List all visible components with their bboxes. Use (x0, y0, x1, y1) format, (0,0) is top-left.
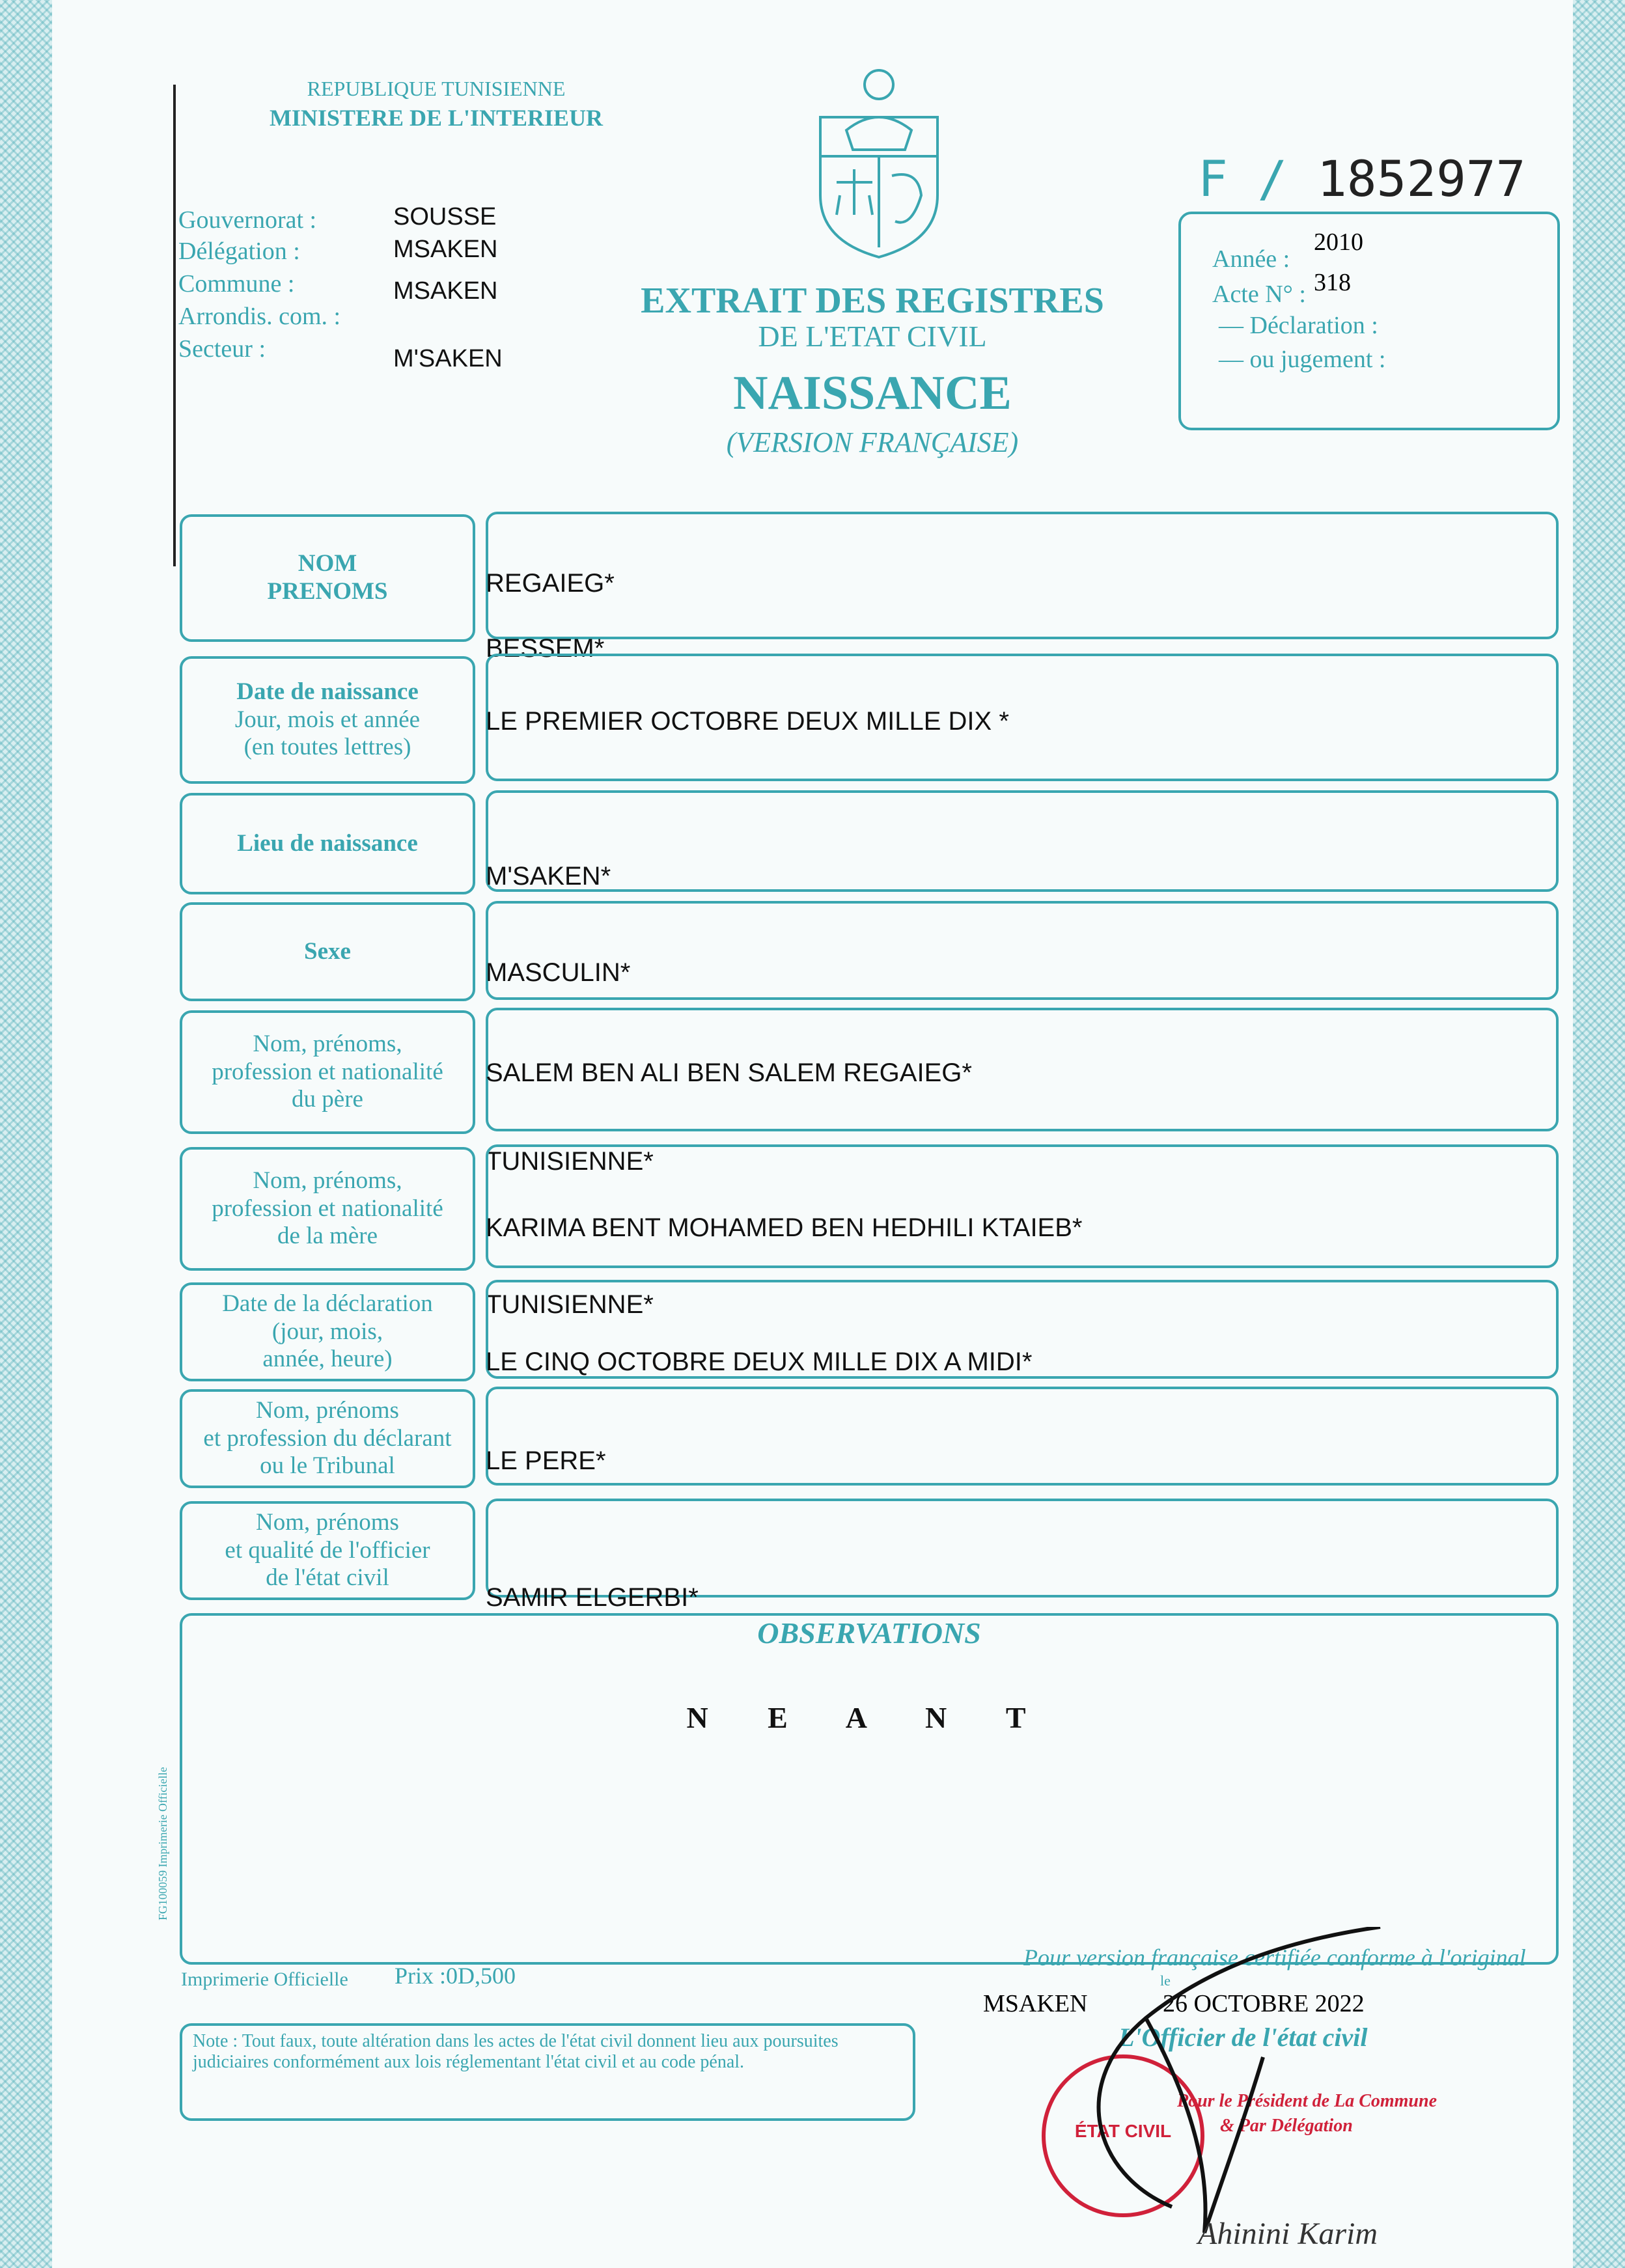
le-label: le (1160, 1972, 1171, 1989)
delegation-value: MSAKEN (393, 236, 498, 263)
declaration-date-label-2: (jour, mois, (271, 1318, 383, 1345)
handwritten-signature (1016, 1927, 1419, 2252)
annee-label: Année : (1212, 245, 1290, 273)
declarant-value: LE PERE* (486, 1446, 606, 1475)
document-title: EXTRAIT DES REGISTRES (641, 281, 1104, 321)
certification-text: Pour version française certifiée conforme à l'original (1023, 1944, 1526, 1971)
declarant-label-1: Nom, prénoms (256, 1397, 399, 1424)
observations-value: N E A N T (686, 1701, 1052, 1734)
arrondissement-label: Arrondis. com. : (178, 303, 341, 330)
gouvernorat-label: Gouvernorat : (178, 206, 317, 234)
secteur-value: M'SAKEN (393, 345, 503, 372)
pere-value: SALEM BEN ALI BEN SALEM REGAIEG* (486, 1058, 972, 1087)
declarant-label-3: ou le Tribunal (260, 1452, 395, 1480)
officier-label-1: Nom, prénoms (256, 1509, 399, 1536)
stamp-text: ÉTAT CIVIL (1074, 2121, 1172, 2141)
signature-date: 26 OCTOBRE 2022 (1163, 1990, 1365, 2017)
document-type: NAISSANCE (733, 366, 1012, 420)
officier-label-cell (180, 1501, 475, 1600)
dob-label-sub: Jour, mois et année (234, 706, 421, 733)
pere-label-cell (180, 1010, 475, 1134)
sexe-value: MASCULIN* (486, 958, 631, 987)
serial-value: 1852977 (1317, 150, 1526, 208)
commune-label: Commune : (178, 270, 295, 297)
header-divider (173, 85, 176, 566)
prix-label: Prix :0D,500 (395, 1963, 516, 1989)
coat-of-arms-icon (807, 65, 951, 260)
delegation-line-2: & Par Délégation (1220, 2116, 1353, 2136)
guilloche-border-right (1573, 0, 1625, 2268)
sexe-value-cell (486, 901, 1559, 1000)
dob-label-sub2: (en toutes lettres) (243, 734, 411, 761)
mere-label-3: de la mère (277, 1223, 378, 1250)
pere-nationality: TUNISIENNE* (486, 1147, 654, 1176)
mere-label-2: profession et nationalité (212, 1195, 443, 1222)
gouvernorat-value: SOUSSE (393, 203, 497, 230)
declaration-label: — Déclaration : (1219, 312, 1378, 339)
dob-label-cell (180, 656, 475, 784)
sexe-label: Sexe (304, 937, 351, 965)
serial-number (1198, 150, 1525, 208)
prenom-value: BESSEM* (486, 634, 605, 663)
sexe-label-cell (180, 902, 475, 1001)
declaration-date-label-3: année, heure) (262, 1346, 393, 1373)
officier-title: L'Officier de l'état civil (1118, 2023, 1368, 2052)
nom-value: REGAIEG* (486, 569, 615, 598)
delegation-label: Délégation : (178, 238, 300, 265)
commune-value: MSAKEN (393, 277, 498, 305)
mere-label-1: Nom, prénoms, (253, 1167, 402, 1195)
lieu-value: M'SAKEN* (486, 862, 611, 891)
place: MSAKEN (983, 1990, 1088, 2017)
declarant-label-cell (180, 1389, 475, 1488)
nom-label: NOM (298, 550, 357, 577)
declarant-label-2: et profession du déclarant (203, 1424, 452, 1452)
observations-box (180, 1613, 1559, 1965)
declaration-date-value: LE CINQ OCTOBRE DEUX MILLE DIX A MIDI* (486, 1348, 1033, 1376)
nom-label-cell (180, 514, 475, 642)
pere-label-2: profession et nationalité (212, 1058, 443, 1085)
lieu-label: Lieu de naissance (237, 829, 418, 857)
officier-label-2: et qualité de l'officier (225, 1536, 430, 1564)
acte-value: 318 (1314, 269, 1351, 296)
republic-heading: REPUBLIQUE TUNISIENNE (307, 77, 566, 100)
legal-note: Note : Tout faux, toute altération dans les actes de l'état civil donnent lieu aux poursuites judiciaires conformément aux lois réglementant l'état civil et au code pénal. (180, 2023, 915, 2121)
mere-value-cell (486, 1144, 1559, 1268)
mere-label-cell (180, 1147, 475, 1271)
declarant-value-cell (486, 1387, 1559, 1486)
prenoms-label: PRENOMS (267, 578, 388, 605)
lieu-label-cell (180, 793, 475, 894)
declaration-date-label-1: Date de la déclaration (222, 1290, 433, 1318)
dob-label: Date de naissance (236, 678, 419, 706)
serial-prefix: F / (1198, 150, 1288, 208)
mere-value: KARIMA BENT MOHAMED BEN HEDHILI KTAIEB* (486, 1213, 1083, 1242)
officier-value: SAMIR ELGERBI* (486, 1583, 699, 1612)
imprimerie-label: Imprimerie Officielle (181, 1969, 348, 1990)
printer-side-mark: FG100059 Imprimerie Officielle (156, 1767, 169, 1920)
ministry-heading: MINISTERE DE L'INTERIEUR (269, 105, 604, 131)
pere-label-3: du père (292, 1086, 363, 1113)
guilloche-border-left (0, 0, 52, 2268)
lieu-value-cell (486, 790, 1559, 892)
mere-nationality: TUNISIENNE* (486, 1290, 654, 1319)
observations-title: OBSERVATIONS (757, 1616, 981, 1650)
officier-label-3: de l'état civil (266, 1564, 389, 1592)
nom-value-cell (486, 512, 1559, 639)
dob-value: LE PREMIER OCTOBRE DEUX MILLE DIX * (486, 707, 1009, 736)
secteur-label: Secteur : (178, 335, 266, 363)
document-subtitle: DE L'ETAT CIVIL (758, 320, 987, 353)
pere-label-1: Nom, prénoms, (253, 1030, 402, 1058)
declaration-label-cell (180, 1282, 475, 1381)
document-version: (VERSION FRANÇAISE) (726, 426, 1019, 458)
acte-label: Acte N° : (1212, 281, 1306, 308)
annee-value: 2010 (1314, 228, 1363, 256)
delegation-line-1: Pour le Président de La Commune (1177, 2091, 1437, 2111)
jugement-label: — ou jugement : (1219, 346, 1386, 373)
signature-name: Ahinini Karim (1198, 2217, 1378, 2251)
